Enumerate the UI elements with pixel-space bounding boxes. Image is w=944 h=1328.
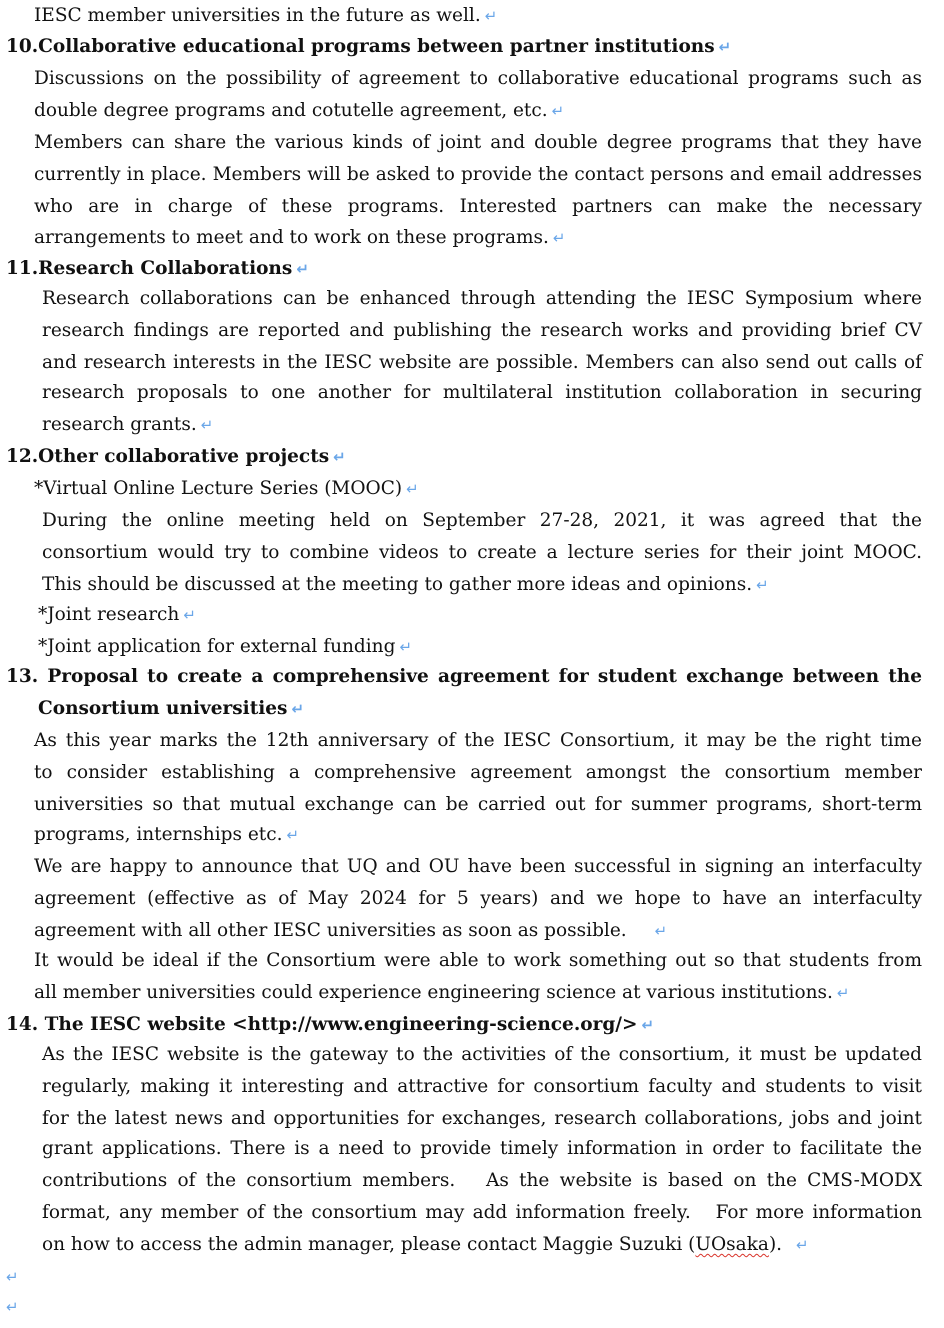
paragraph-mark-icon: ↵ (286, 826, 300, 844)
body-text: to consider establishing a comprehensive agreement amongst the consortium member (34, 762, 922, 783)
paragraph-mark-icon: ↵ (836, 984, 850, 1002)
body-text: programs, internships etc. ↵ (34, 824, 300, 845)
website-link[interactable]: 14. The IESC website <http://www.engineering-science.org/> (6, 1014, 638, 1035)
paragraph-mark-icon: ↵ (406, 480, 419, 498)
body-text: agreement with all other IESC universities as soon as possible. ↵ (34, 920, 668, 941)
body-text: During the online meeting held on September 27-28, 2021, it was agreed that the (42, 510, 922, 531)
paragraph-mark-icon: ↵ (796, 1236, 809, 1254)
body-text: double degree programs and cotutelle agreement, etc. ↵ (34, 100, 565, 121)
section-heading-13: 13. Proposal to create a comprehensive agreement for student exchange between the (6, 666, 922, 687)
body-text: regularly, making it interesting and attractive for consortium faculty and students to visit (42, 1076, 922, 1097)
paragraph-mark-icon: ↵ (756, 576, 769, 594)
section-heading-11: 11.Research Collaborations ↵ (6, 258, 309, 279)
body-text: grant applications. There is a need to provide timely information in order to facilitate the (42, 1138, 922, 1159)
body-text: Discussions on the possibility of agreement to collaborative educational programs such as (34, 68, 922, 89)
body-text: research grants. ↵ (42, 414, 214, 435)
body-text: for the latest news and opportunities for exchanges, research collaborations, jobs and joint (42, 1108, 922, 1129)
body-text: who are in charge of these programs. Interested partners can make the necessary (34, 196, 922, 217)
paragraph-mark-icon: ↵ (718, 38, 732, 56)
paragraph-mark-icon: ↵ (641, 1016, 655, 1034)
section-heading-10: 10.Collaborative educational programs between partner institutions ↵ (6, 36, 732, 57)
paragraph-mark-icon: ↵ (183, 606, 196, 624)
paragraph-mark-icon: ↵ (654, 922, 668, 940)
body-text: arrangements to meet and to work on these programs. ↵ (34, 227, 566, 248)
body-text: format, any member of the consortium may add information freely. For more information (42, 1202, 922, 1223)
paragraph-mark-icon: ↵ (6, 1298, 19, 1316)
body-text: It would be ideal if the Consortium were able to work something out so that students from (34, 950, 922, 971)
body-text: Members can share the various kinds of joint and double degree programs that they have (34, 132, 922, 153)
body-text: agreement (effective as of May 2024 for 5 years) and we hope to have an interfaculty (34, 888, 922, 909)
paragraph-mark-icon: ↵ (333, 448, 346, 466)
body-text: research proposals to one another for multilateral institution collaboration in securing (42, 382, 922, 403)
body-text: universities so that mutual exchange can be carried out for summer programs, short-term (34, 794, 922, 815)
empty-paragraph (2, 1264, 19, 1290)
empty-paragraph (2, 1294, 19, 1320)
paragraph-mark-icon: ↵ (484, 7, 498, 25)
bullet-item: *Joint research ↵ (38, 604, 196, 625)
body-text: We are happy to announce that UQ and OU have been successful in signing an interfaculty (34, 856, 922, 877)
body-text: consortium would try to combine videos to create a lecture series for their joint MOOC. (42, 542, 922, 563)
paragraph-mark-icon: ↵ (291, 700, 305, 718)
body-text: all member universities could experience engineering science at various institutions. ↵ (34, 982, 850, 1003)
body-text: currently in place. Members will be asked to provide the contact persons and email addresses (34, 164, 922, 185)
bullet-item: *Virtual Online Lecture Series (MOOC) ↵ (34, 478, 419, 499)
paragraph-mark-icon: ↵ (552, 229, 566, 247)
spellcheck-flagged-word[interactable]: UOsaka (695, 1234, 769, 1255)
body-text: IESC member universities in the future as well. ↵ (34, 5, 498, 26)
paragraph-mark-icon: ↵ (6, 1268, 19, 1286)
body-text: As the IESC website is the gateway to the activities of the consortium, it must be updated (42, 1044, 922, 1065)
body-text: on how to access the admin manager, please contact Maggie Suzuki (UOsaka). ↵ (42, 1234, 809, 1255)
body-text: research findings are reported and publishing the research works and providing brief CV (42, 320, 922, 341)
body-text: and research interests in the IESC website are possible. Members can also send out calls of (42, 352, 922, 373)
section-heading-14 (6, 1012, 654, 1038)
paragraph-mark-icon: ↵ (296, 260, 309, 278)
paragraph-mark-icon: ↵ (551, 102, 565, 120)
bullet-item: *Joint application for external funding ↵ (38, 636, 413, 657)
body-text: This should be discussed at the meeting to gather more ideas and opinions. ↵ (42, 574, 769, 595)
section-heading-13-cont: Consortium universities ↵ (38, 698, 305, 719)
body-text: Research collaborations can be enhanced through attending the IESC Symposium where (42, 288, 922, 309)
paragraph-mark-icon: ↵ (399, 638, 413, 656)
body-text: contributions of the consortium members. As the website is based on the CMS-MODX (42, 1170, 922, 1191)
section-heading-12: 12.Other collaborative projects ↵ (6, 446, 346, 467)
paragraph-mark-icon: ↵ (200, 416, 214, 434)
body-text: As this year marks the 12th anniversary of the IESC Consortium, it may be the right time (34, 730, 922, 751)
